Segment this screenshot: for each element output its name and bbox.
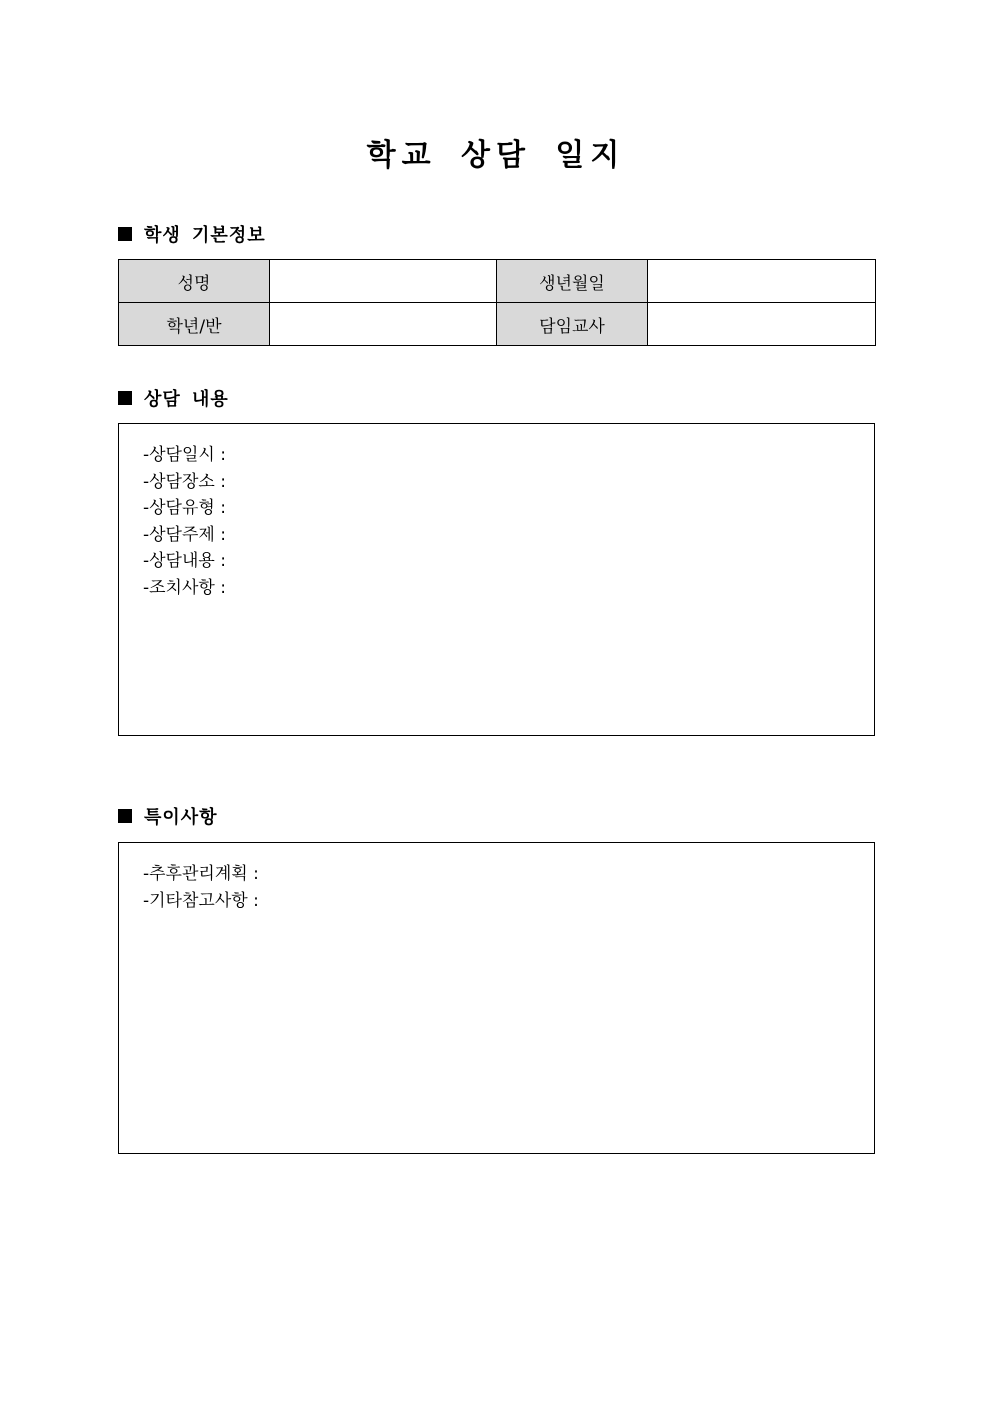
counseling-date-line: -상담일시 : [143,445,226,465]
page-title: 학교 상담 일지 [366,138,626,173]
follow-up-plan-line: -추후관리계획 : [143,864,259,884]
homeroom-teacher-label: 담임교사 [497,303,648,346]
section-heading-label: 특이사항 [144,807,218,828]
name-label: 성명 [119,260,270,303]
grade-class-label: 학년/반 [119,303,270,346]
section-heading-label: 학생 기본정보 [144,225,266,246]
section-heading-special-notes [118,801,218,831]
counseling-place-line: -상담장소 : [143,471,226,492]
counseling-content-box[interactable] [118,423,875,736]
special-notes-field-list [143,861,259,914]
square-bullet-icon [118,391,132,405]
homeroom-teacher-field[interactable] [648,303,876,346]
table-row [119,260,876,303]
grade-class-field[interactable] [270,303,497,346]
other-notes-line: -기타참고사항 : [143,890,259,911]
counseling-content-line: -상담내용 : [143,551,226,572]
square-bullet-icon [118,809,132,823]
counseling-field-list [143,442,226,602]
section-heading-counseling [118,383,229,413]
action-taken-line: -조치사항 : [143,577,226,598]
special-notes-box[interactable] [118,842,875,1154]
section-heading-basic-info [118,219,266,249]
name-field[interactable] [270,260,497,303]
birthdate-label: 생년월일 [497,260,648,303]
counseling-type-line: -상담유형 : [143,498,226,519]
birthdate-field[interactable] [648,260,876,303]
section-heading-label: 상담 내용 [144,389,229,410]
table-row [119,303,876,346]
student-info-table [118,259,876,346]
counseling-topic-line: -상담주제 : [143,524,226,545]
square-bullet-icon [118,227,132,241]
